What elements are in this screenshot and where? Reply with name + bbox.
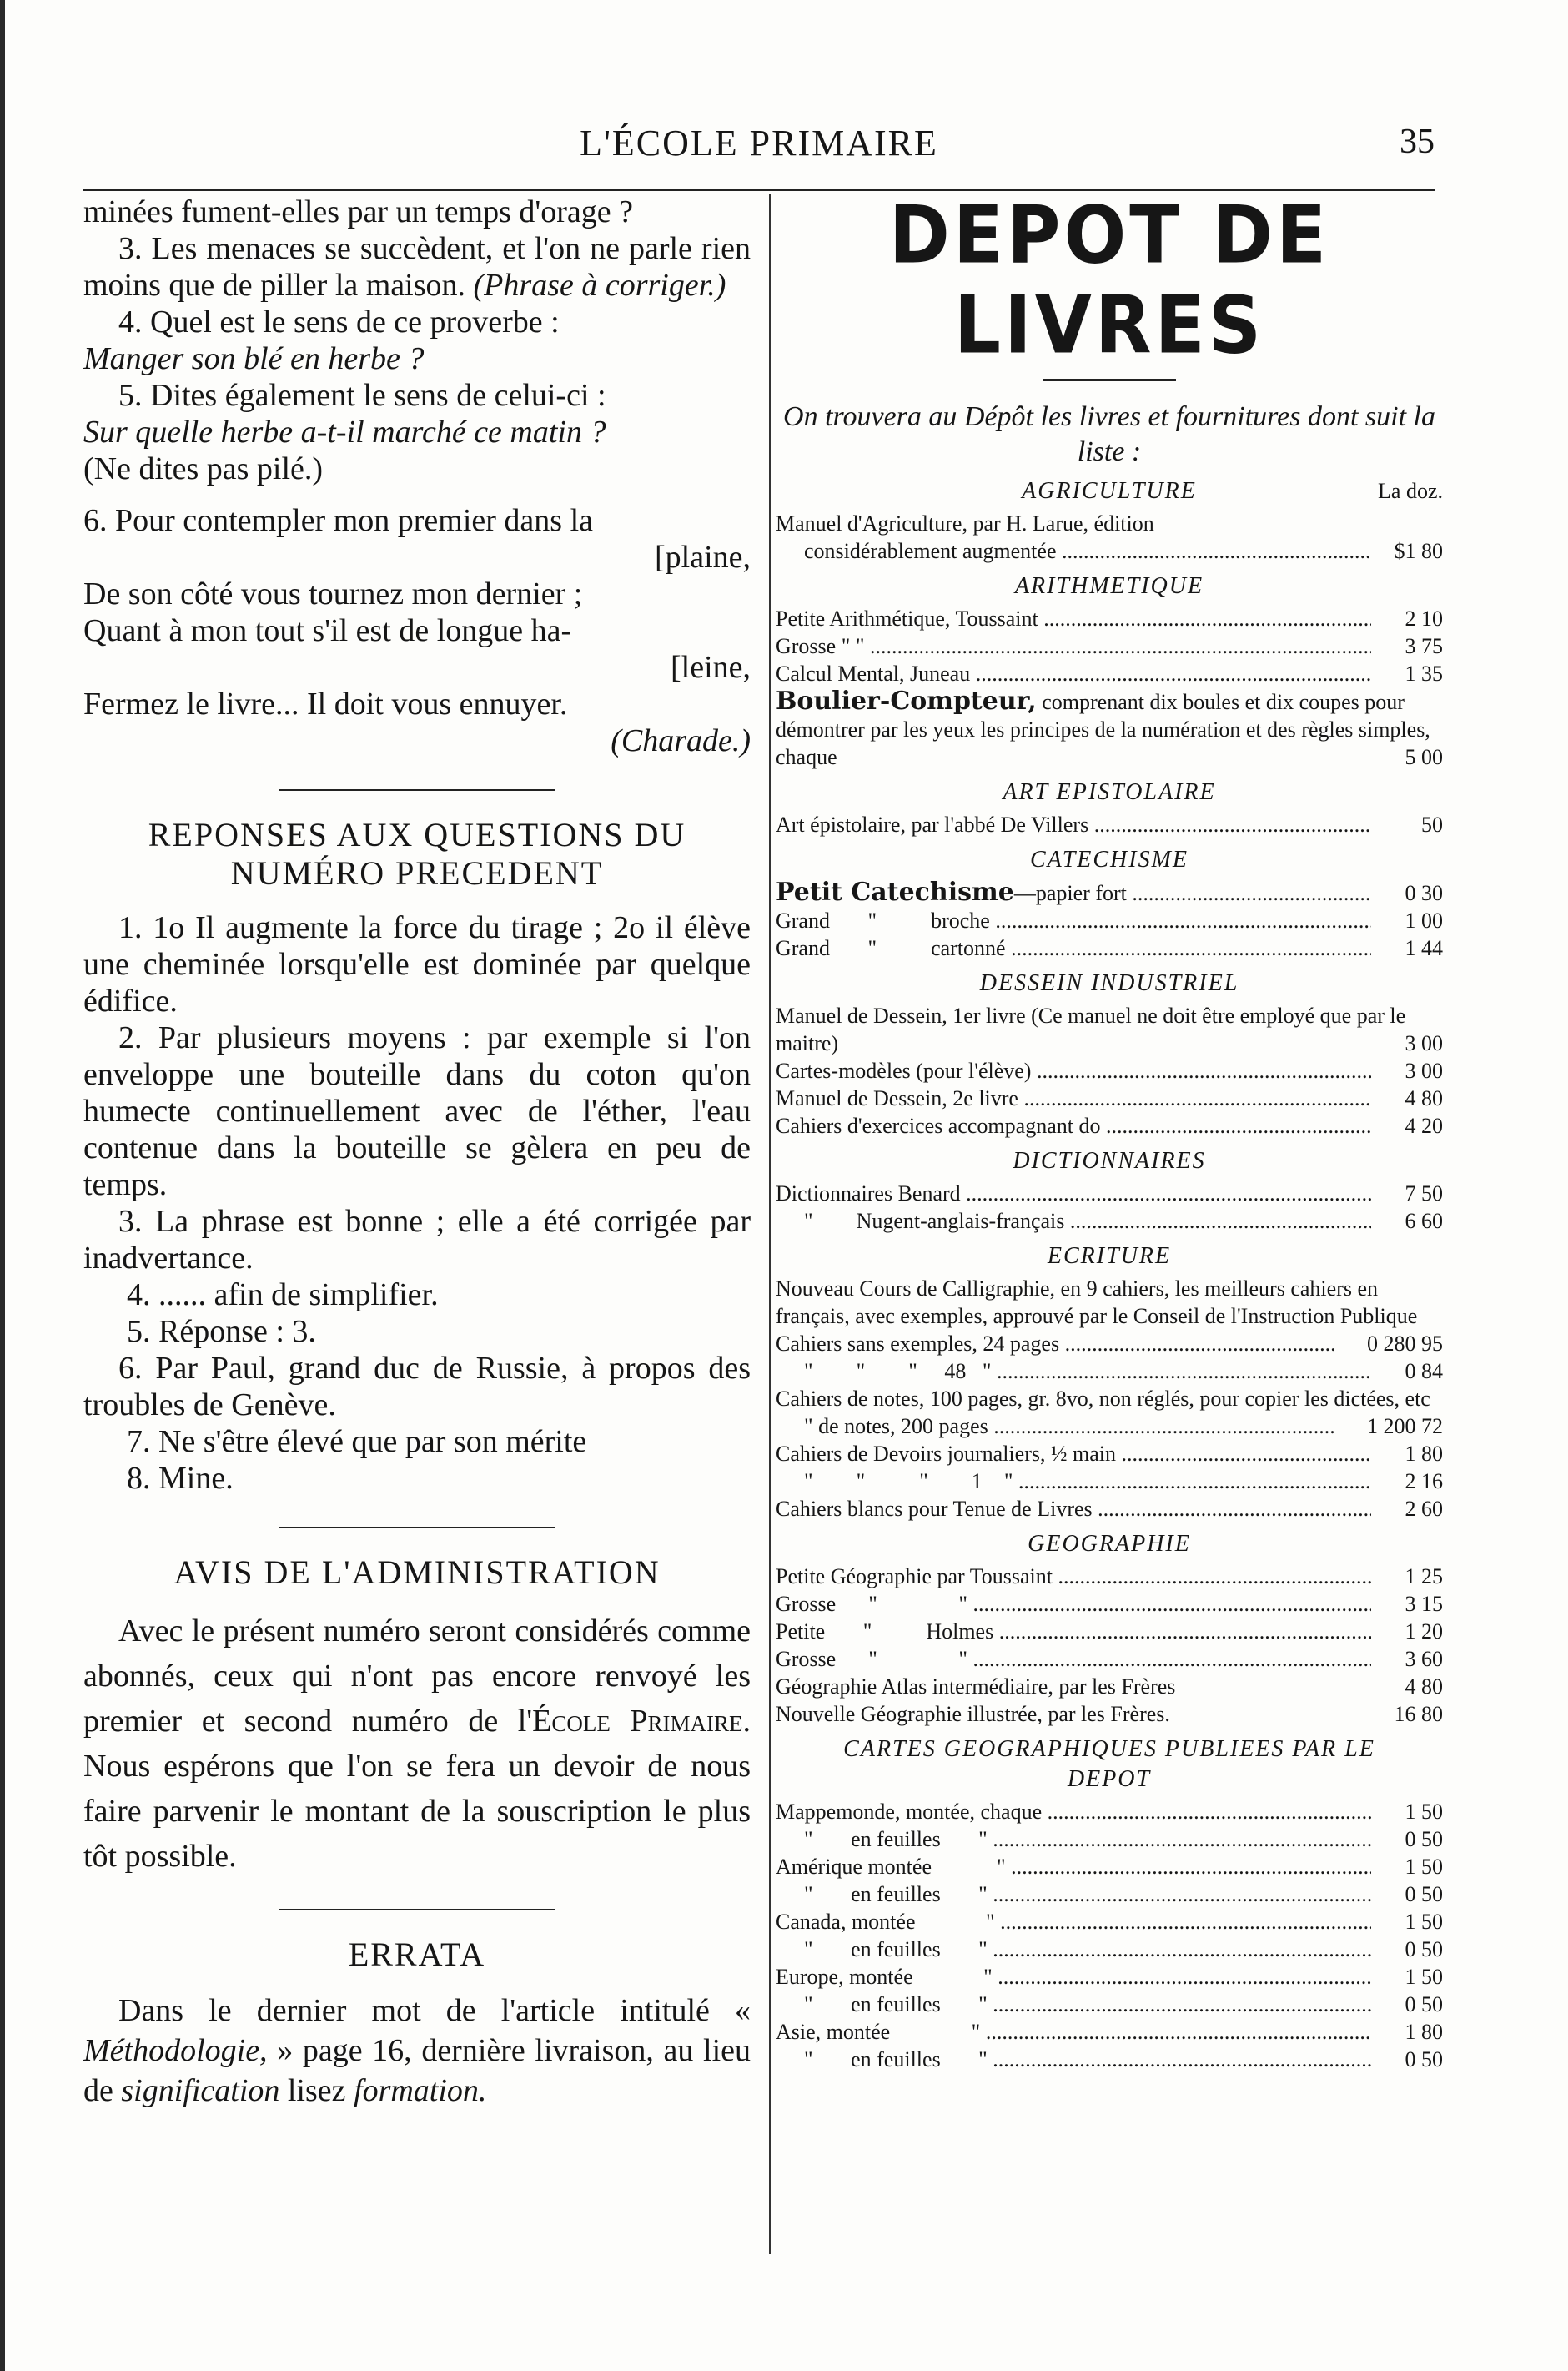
list-item: Cahiers sans exemples, 24 pages ..... 0 28 xyxy=(776,1330,1405,1357)
category-cartes: CARTES GEOGRAPHIQUES PUBLIEES PAR LE DEPOT xyxy=(843,1736,1375,1792)
category-catechisme: CATECHISME xyxy=(1029,847,1189,873)
category-dessein: DESSEIN INDUSTRIEL xyxy=(979,970,1239,996)
answer-3: 3. La phrase est bonne ; elle a été corrigée par inadvertance. xyxy=(83,1204,751,1276)
list-item: Cahiers de notes, 100 pages, gr. 8vo, non réglés, pour copier les dictées, etc 0 72 xyxy=(776,1387,1443,1438)
list-item: " en feuilles " ..... 0 50 xyxy=(776,1991,1443,2018)
title-rule xyxy=(1043,379,1176,381)
list-item: " de notes, 200 pages ..... 1 20 xyxy=(776,1412,1405,1440)
proverb: Manger son blé en herbe ? xyxy=(83,341,425,376)
running-head: L'ÉCOLE PRIMAIRE xyxy=(580,123,938,164)
avis-text: Avec le présent numéro seront considérés comme abonnés, ceux qui n'ont pas encore renvoyé les premier et second numéro de l'École Primaire. Nous espérons que l'on se fera un devoir de nous faire parvenir le montant de la souscription le plus tôt possible. xyxy=(83,1613,751,1874)
list-item: Cahiers de Devoirs journaliers, ½ main ..... 1 80 xyxy=(776,1440,1443,1467)
left-column xyxy=(83,194,751,2111)
list-item: Petite " Holmes ..... 1 20 xyxy=(776,1618,1443,1645)
list-item: Calcul Mental, Juneau ..... 1 35 xyxy=(776,660,1443,687)
errata-title: ERRATA xyxy=(348,1936,486,1973)
list-item: Nouvelle Géographie illustrée, par les Frères. 16 80 xyxy=(776,1702,1443,1726)
column-divider xyxy=(769,194,771,2254)
list-item: Europe, montée " ..... 1 50 xyxy=(776,1963,1443,1991)
question-5-italic: Sur quelle herbe a-t-il marché ce matin ? xyxy=(83,415,606,450)
charade-line-3: De son côté vous tournez mon dernier ; xyxy=(83,576,583,612)
list-item: Mappemonde, montée, chaque ..... 1 50 xyxy=(776,1798,1443,1825)
list-item: Manuel de Dessein, 2e livre ..... 4 80 xyxy=(776,1085,1443,1112)
question-3-note: (Phrase à corriger.) xyxy=(473,268,726,303)
avis-title: AVIS DE L'ADMINISTRATION xyxy=(173,1553,661,1591)
list-item: " en feuilles " ..... 0 50 xyxy=(776,1825,1443,1853)
list-item: Petite Arithmétique, Toussaint ..... 2 10 xyxy=(776,605,1443,632)
section-rule xyxy=(279,1527,555,1528)
section-rule xyxy=(279,789,555,791)
list-item: Canada, montée " ..... 1 50 xyxy=(776,1908,1443,1936)
category-arithmetique: ARITHMETIQUE xyxy=(1014,573,1204,599)
list-item: Asie, montée " ..... 1 80 xyxy=(776,2018,1443,2046)
list-item: Petit Catechisme—papier fort ..... 0 30 xyxy=(776,878,1443,907)
right-column xyxy=(776,188,1443,2073)
charade-line-4: Quant à mon tout s'il est de longue ha- xyxy=(83,613,572,648)
depot-title: DEPOT DE LIVRES xyxy=(888,188,1330,372)
answer-1: 1. 1o Il augmente la force du tirage ; 2o il élève une cheminée lorsqu'elle est dominée par quelque édifice. xyxy=(83,910,751,1019)
category-agriculture: AGRICULTURE La doz. xyxy=(776,476,1443,506)
list-item: " " " 48 " ..... 0 84 xyxy=(776,1357,1443,1385)
question-3: 3. Les menaces se succèdent, et l'on ne parle rien moins que de piller la maison. (Phrase à corriger.) xyxy=(83,231,751,303)
category-ecriture: ECRITURE xyxy=(1047,1243,1172,1269)
list-item: Boulier-Compteur, comprenant dix boules et dix coupes pour démontrer par les yeux les principes de la numération et des règles simples, chaque 5 00 xyxy=(776,687,1443,769)
list-item: Grosse " " ..... 3 15 xyxy=(776,1590,1443,1618)
list-item: Cartes-modèles (pour l'élève) ..... 3 00 xyxy=(776,1057,1443,1085)
price-unit: La doz. xyxy=(1378,479,1443,503)
category-art-epistolaire: ART EPISTOLAIRE xyxy=(1003,779,1216,805)
list-item: Amérique montée " ..... 1 50 xyxy=(776,1853,1443,1880)
charade-note: (Charade.) xyxy=(611,723,751,758)
answer-8: 8. Mine. xyxy=(127,1461,234,1496)
list-item: Dictionnaires Benard ..... 7 50 xyxy=(776,1180,1443,1207)
list-item: Art épistolaire, par l'abbé De Villers ..... 50 xyxy=(776,811,1443,838)
question-5: 5. Dites également le sens de celui-ci : xyxy=(118,378,606,413)
answer-2: 2. Par plusieurs moyens : par exemple si l'on enveloppe une bouteille dans du coton qu'on humecte continuellement avec de l'éther, l'eau contenue dans la bouteille se gèlera en peu de temps. xyxy=(83,1020,751,1202)
depot-intro: On trouvera au Dépôt les livres et fournitures dont suit la liste : xyxy=(783,401,1435,467)
section-rule xyxy=(279,1909,555,1910)
answer-5: 5. Réponse : 3. xyxy=(127,1314,316,1349)
answer-4: 4. ...... afin de simplifier. xyxy=(127,1277,439,1312)
boulier-name: Boulier-Compteur, xyxy=(776,687,1037,716)
list-item: Grand " broche ..... 1 00 xyxy=(776,907,1443,934)
list-item: Manuel d'Agriculture, par H. Larue, édition xyxy=(776,511,1154,536)
category-geographie: GEOGRAPHIE xyxy=(1028,1531,1191,1557)
list-item: " " " 1 " ..... 2 16 xyxy=(776,1467,1443,1495)
list-item: " en feuilles " ..... 0 50 xyxy=(776,1880,1443,1908)
list-item: Cahiers blancs pour Tenue de Livres ..... 2 60 xyxy=(776,1495,1443,1523)
question-4: 4. Quel est le sens de ce proverbe : xyxy=(118,305,560,340)
list-item: Grosse " " ..... 3 60 xyxy=(776,1645,1443,1673)
list-item: Grand " cartonné ..... 1 44 xyxy=(776,934,1443,962)
answer-7: 7. Ne s'être élevé que par son mérite xyxy=(127,1424,587,1459)
category-dictionnaires: DICTIONNAIRES xyxy=(1013,1148,1206,1174)
question-5-note: (Ne dites pas pilé.) xyxy=(83,451,324,486)
list-item: Nouveau Cours de Calligraphie, en 9 cahiers, les meilleurs cahiers en français, avec exemples, approuvé par le Conseil de l'Instruction Publique 0 95 xyxy=(776,1276,1443,1356)
charade-line-2: [plaine, xyxy=(654,540,751,575)
list-item: Manuel de Dessein, 1er livre (Ce manuel ne doit être employé que par le maitre) 3 00 xyxy=(776,1004,1443,1055)
answer-6: 6. Par Paul, grand duc de Russie, à propos des troubles de Genève. xyxy=(83,1351,751,1422)
question-continuation: minées fument-elles par un temps d'orage ? xyxy=(83,194,633,229)
list-item: " en feuilles " ..... 0 50 xyxy=(776,2046,1443,2073)
list-item: Cahiers d'exercices accompagnant do ..... 4 20 xyxy=(776,1112,1443,1140)
answers-title: REPONSES AUX QUESTIONS DU NUMÉRO PRECEDENT xyxy=(148,816,686,892)
list-item: " en feuilles " ..... 0 50 xyxy=(776,1936,1443,1963)
list-item: Petite Géographie par Toussaint ..... 1 25 xyxy=(776,1563,1443,1590)
list-item: considérablement augmentée ..... $1 80 xyxy=(776,537,1443,565)
list-item: Géographie Atlas intermédiaire, par les Frères 4 80 xyxy=(776,1674,1443,1699)
list-item: " Nugent-anglais-français ..... 6 60 xyxy=(776,1207,1443,1235)
charade-line-1: 6. Pour contempler mon premier dans la xyxy=(83,503,594,538)
errata-text: Dans le dernier mot de l'article intitulé « Méthodologie, » page 16, dernière livraison, au lieu de signification lisez formation. xyxy=(83,1993,751,2108)
list-item: Grosse " " ..... 3 75 xyxy=(776,632,1443,660)
page-number: 35 xyxy=(1400,123,1435,161)
charade-line-6: Fermez le livre... Il doit vous ennuyer. xyxy=(83,687,568,722)
charade-line-5: [leine, xyxy=(670,650,751,685)
